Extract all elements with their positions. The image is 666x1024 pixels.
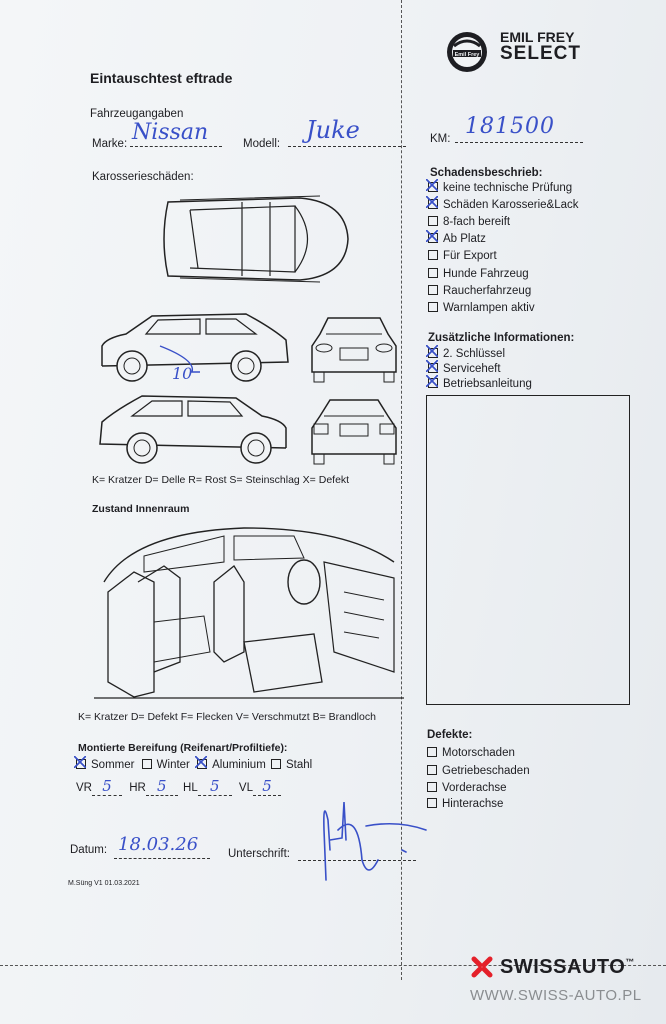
- tread-vl-label: VL: [238, 782, 253, 794]
- tread-row: [76, 777, 281, 796]
- additional-item-label: Serviceheft: [443, 363, 501, 375]
- brand-logo: [500, 30, 581, 63]
- datum-value: 18.03.26: [118, 834, 199, 855]
- km-value: 181500: [465, 114, 555, 139]
- tire-type-sommer[interactable]: [76, 759, 134, 771]
- datum-field: [114, 836, 210, 859]
- footer-note: M.Süng V1 01.03.2021: [68, 880, 140, 887]
- damage-item-raucher[interactable]: [428, 285, 531, 297]
- defect-item-vorderachse[interactable]: [427, 782, 507, 794]
- handwritten-signature-icon: [318, 790, 428, 890]
- defect-item-label: Getriebeschaden: [442, 765, 530, 777]
- checkbox[interactable]: [428, 199, 438, 209]
- tread-hr-value: 5: [146, 777, 178, 796]
- tire-type-stahl[interactable]: [271, 759, 312, 771]
- marke-label: Marke:: [92, 138, 128, 150]
- emblem-text: Emil Frey: [454, 52, 480, 58]
- brand-name-line1: EMIL FREY: [500, 29, 575, 45]
- damage-item-label: Warnlampen aktiv: [443, 302, 535, 314]
- tread-vr-value: 5: [92, 777, 122, 796]
- modell-field: [288, 116, 406, 147]
- checkbox[interactable]: [428, 233, 438, 243]
- damage-item-label: keine technische Prüfung: [443, 182, 573, 194]
- tire-type-winter[interactable]: [142, 759, 190, 771]
- modell-label: Modell:: [243, 138, 281, 150]
- checkbox[interactable]: [428, 363, 438, 373]
- body-damage-annotation: 10: [172, 364, 193, 383]
- checkbox[interactable]: [428, 182, 438, 192]
- body-legend: K= Kratzer D= Delle R= Rost S= Steinschlag X= Defekt: [92, 474, 350, 486]
- stahl-checkbox[interactable]: [271, 759, 281, 769]
- vehicle-section-heading: Fahrzeugangaben: [90, 108, 184, 120]
- additional-item-label: Betriebsanleitung: [443, 378, 532, 390]
- defects-heading: Defekte:: [427, 729, 473, 741]
- page-title: Eintauschtest eftrade: [90, 70, 233, 86]
- checkbox[interactable]: [427, 798, 437, 808]
- damage-heading: Schadensbeschrieb:: [430, 167, 543, 179]
- damage-item-label: Ab Platz: [443, 233, 486, 245]
- stahl-label: Stahl: [285, 759, 313, 771]
- car-left-side-diagram: [96, 310, 292, 386]
- additional-item-label: 2. Schlüssel: [443, 348, 506, 360]
- checkbox[interactable]: [428, 285, 438, 295]
- defect-item-motor[interactable]: [427, 747, 515, 759]
- car-top-view-diagram: [150, 190, 350, 288]
- tread-vl-value: 5: [253, 777, 281, 796]
- winter-label: Winter: [156, 759, 190, 771]
- swissauto-watermark: [470, 955, 642, 1004]
- watermark-brand-part1: SWISS: [500, 955, 567, 978]
- checkbox[interactable]: [428, 216, 438, 226]
- car-rear-view-diagram: [306, 394, 402, 468]
- damage-item-label: Raucherfahrzeug: [443, 285, 532, 297]
- interior-legend: K= Kratzer D= Defekt F= Flecken V= Verschmutzt B= Brandloch: [78, 711, 376, 723]
- swissauto-logo-icon: [470, 955, 494, 979]
- additional-item-serviceheft[interactable]: [428, 363, 501, 375]
- additional-item-betriebsanleitung[interactable]: [428, 378, 532, 390]
- watermark-trademark: ™: [625, 957, 635, 967]
- marke-value: Nissan: [132, 120, 209, 145]
- watermark-brand-part2: AUTO: [566, 955, 626, 978]
- tread-hr-label: HR: [129, 782, 146, 794]
- aluminium-label: Aluminium: [212, 759, 266, 771]
- sommer-label: Sommer: [91, 759, 135, 771]
- brand-name-line2: SELECT: [500, 43, 581, 64]
- checkbox[interactable]: [427, 765, 437, 775]
- km-field: [455, 114, 583, 143]
- signature-label: Unterschrift:: [228, 848, 290, 860]
- damage-item-label: Hunde Fahrzeug: [443, 268, 529, 280]
- body-section-heading: Karosserieschäden:: [92, 171, 194, 183]
- modell-value: Juke: [306, 116, 360, 144]
- damage-item-ab-platz[interactable]: [428, 233, 486, 245]
- winter-checkbox[interactable]: [142, 759, 152, 769]
- damage-item-keine-pruefung[interactable]: [428, 182, 572, 194]
- sommer-checkbox[interactable]: [76, 759, 86, 769]
- tread-hl-label: HL: [183, 782, 198, 794]
- tread-vr-label: VR: [76, 782, 92, 794]
- interior-section-heading: Zustand Innenraum: [92, 503, 190, 515]
- car-front-view-diagram: [306, 312, 402, 386]
- checkbox[interactable]: [428, 348, 438, 358]
- damage-item-8-fach[interactable]: [428, 216, 510, 228]
- additional-item-schluessel[interactable]: [428, 348, 505, 360]
- damage-item-warnlampen[interactable]: [428, 302, 535, 314]
- km-label: KM:: [430, 133, 451, 145]
- defect-item-label: Hinterachse: [442, 798, 504, 810]
- damage-item-label: Für Export: [443, 250, 497, 262]
- additional-notes-box[interactable]: [426, 395, 630, 705]
- checkbox[interactable]: [428, 268, 438, 278]
- tread-hl-value: 5: [198, 777, 232, 796]
- defect-item-label: Motorschaden: [442, 747, 515, 759]
- datum-label: Datum:: [70, 844, 108, 856]
- damage-item-label: Schäden Karosserie&Lack: [443, 199, 579, 211]
- aluminium-checkbox[interactable]: [197, 759, 207, 769]
- defect-item-getriebe[interactable]: [427, 765, 530, 777]
- emil-frey-emblem-icon: [444, 30, 490, 74]
- damage-item-hunde[interactable]: [428, 268, 529, 280]
- damage-item-label: 8-fach bereift: [443, 216, 511, 228]
- marke-field: [130, 122, 222, 147]
- defect-item-label: Vorderachse: [442, 782, 507, 794]
- defect-item-hinterachse[interactable]: [427, 798, 503, 810]
- additional-heading: Zusätzliche Informationen:: [428, 332, 575, 344]
- checkbox[interactable]: [428, 302, 438, 312]
- tires-section-heading: Montierte Bereifung (Reifenart/Profiltiefe):: [78, 742, 288, 754]
- checkbox[interactable]: [428, 250, 438, 260]
- checkbox[interactable]: [428, 378, 438, 388]
- checkbox[interactable]: [427, 747, 437, 757]
- interior-diagram: [94, 522, 404, 704]
- damage-item-karosserie-lack[interactable]: [428, 199, 579, 211]
- watermark-url: WWW.SWISS-AUTO.PL: [470, 987, 642, 1004]
- car-right-side-diagram: [96, 392, 292, 468]
- damage-item-export[interactable]: [428, 250, 497, 262]
- tire-type-aluminium[interactable]: [197, 759, 266, 771]
- tire-type-row: [76, 759, 312, 771]
- checkbox[interactable]: [427, 782, 437, 792]
